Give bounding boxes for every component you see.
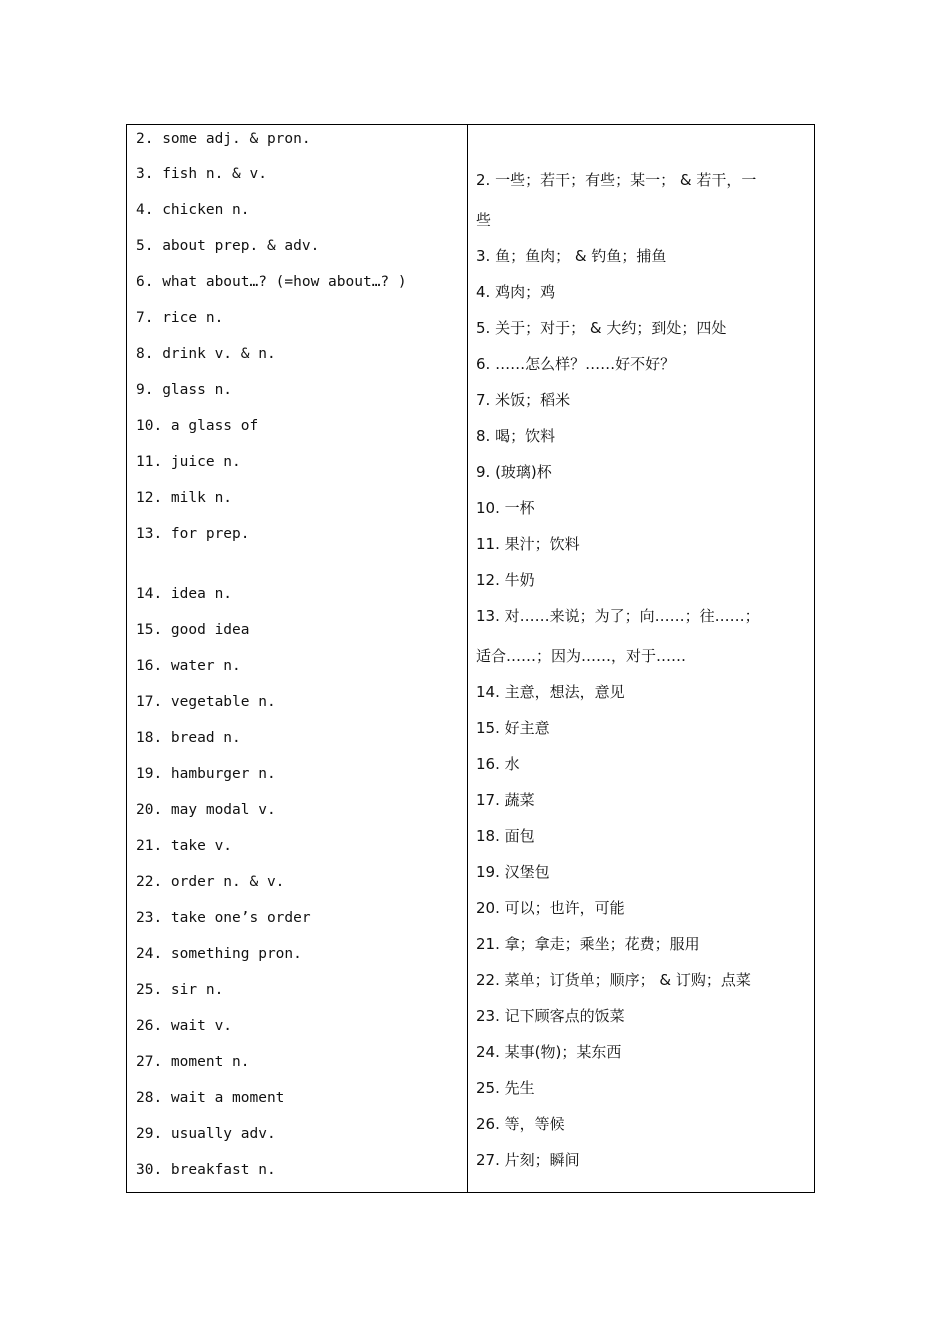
chinese-entry: 25. 先生	[476, 1079, 535, 1097]
chinese-entry: 27. 片刻；瞬间	[476, 1151, 580, 1169]
chinese-entry: 12. 牛奶	[476, 571, 535, 589]
english-entry: 2. some adj. & pron.	[136, 131, 311, 147]
english-entry: 16. water n.	[136, 658, 241, 674]
chinese-entry: 9. (玻璃)杯	[476, 463, 552, 481]
english-entry: 6. what about…? (=how about…? )	[136, 274, 407, 290]
english-entry: 25. sir n.	[136, 982, 224, 998]
english-entry: 14. idea n.	[136, 586, 233, 602]
chinese-entry: 8. 喝；饮料	[476, 427, 556, 445]
chinese-entry: 16. 水	[476, 755, 520, 773]
english-entry: 18. bread n.	[136, 730, 241, 746]
chinese-entry: 26. 等，等候	[476, 1115, 565, 1133]
chinese-entry: 3. 鱼；鱼肉； & 钓鱼；捕鱼	[476, 247, 667, 265]
chinese-entry: 15. 好主意	[476, 719, 550, 737]
chinese-entry: 18. 面包	[476, 827, 535, 845]
english-entry: 12. milk n.	[136, 490, 233, 506]
english-entry: 8. drink v. & n.	[136, 346, 276, 362]
english-entry: 7. rice n.	[136, 310, 224, 326]
english-entry: 24. something pron.	[136, 946, 302, 962]
chinese-entry: 20. 可以；也许，可能	[476, 899, 625, 917]
chinese-entry: 5. 关于；对于； & 大约；到处；四处	[476, 319, 727, 337]
english-entry: 10. a glass of	[136, 418, 259, 434]
english-entry: 26. wait v.	[136, 1018, 233, 1034]
english-entry: 21. take v.	[136, 838, 233, 854]
chinese-entry: 17. 蔬菜	[476, 791, 535, 809]
chinese-entry: 6. ……怎么样？……好不好？	[476, 355, 676, 373]
chinese-entry: 4. 鸡肉；鸡	[476, 283, 556, 301]
chinese-entry: 些	[476, 211, 492, 229]
english-entry: 28. wait a moment	[136, 1090, 285, 1106]
chinese-column	[468, 125, 814, 1192]
english-entry: 15. good idea	[136, 622, 250, 638]
chinese-entry: 7. 米饭；稻米	[476, 391, 571, 409]
english-entry: 22. order n. & v.	[136, 874, 285, 890]
chinese-entry: 21. 拿；拿走；乘坐；花费；服用	[476, 935, 700, 953]
english-entry: 30. breakfast n.	[136, 1162, 276, 1178]
english-entry: 3. fish n. & v.	[136, 166, 267, 182]
chinese-entry: 10. 一杯	[476, 499, 535, 517]
english-entry: 19. hamburger n.	[136, 766, 276, 782]
english-entry: 9. glass n.	[136, 382, 233, 398]
chinese-entry: 24. 某事(物)；某东西	[476, 1043, 622, 1061]
chinese-entry: 14. 主意，想法，意见	[476, 683, 625, 701]
english-column	[127, 125, 468, 1192]
english-entry: 11. juice n.	[136, 454, 241, 470]
english-entry: 13. for prep.	[136, 526, 250, 542]
chinese-entry: 23. 记下顾客点的饭菜	[476, 1007, 625, 1025]
vocabulary-table	[126, 124, 815, 1193]
chinese-entry: 2. 一些；若干；有些；某一； & 若干，一	[476, 171, 757, 189]
chinese-entry: 13. 对……来说；为了；向……；往……；	[476, 607, 760, 625]
english-entry: 27. moment n.	[136, 1054, 250, 1070]
chinese-entry: 11. 果汁；饮料	[476, 535, 580, 553]
english-entry: 4. chicken n.	[136, 202, 250, 218]
chinese-entry: 19. 汉堡包	[476, 863, 550, 881]
english-entry: 23. take one’s order	[136, 910, 311, 926]
chinese-entry: 适合……；因为……，对于……	[476, 647, 687, 665]
english-entry: 29. usually adv.	[136, 1126, 276, 1142]
chinese-entry: 22. 菜单；订货单；顺序； & 订购；点菜	[476, 971, 751, 989]
english-entry: 5. about prep. & adv.	[136, 238, 320, 254]
english-entry: 20. may modal v.	[136, 802, 276, 818]
english-entry: 17. vegetable n.	[136, 694, 276, 710]
